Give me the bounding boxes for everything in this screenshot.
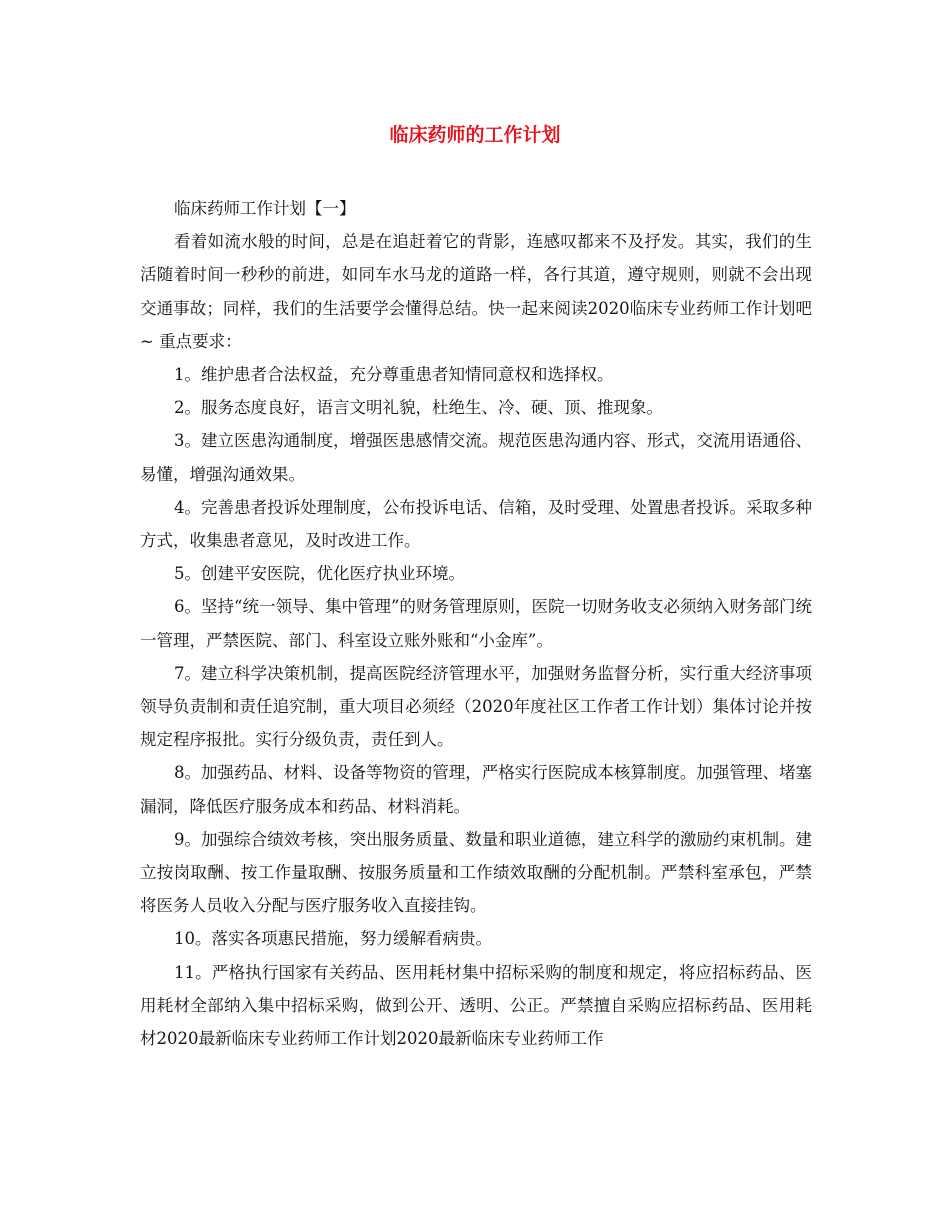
list-item-4: 4。完善患者投诉处理制度，公布投诉电话、信箱，及时受理、处置患者投诉。采取多种方式，收集患者意见，及时改进工作。 [140, 497, 812, 551]
list-item-8: 8。加强药品、材料、设备等物资的管理，严格实行医院成本核算制度。加强管理、堵塞漏洞，降低医疗服务成本和药品、材料消耗。 [140, 763, 812, 816]
document-title: 临床药师的工作计划 [389, 124, 561, 146]
list-item-7: 7。建立科学决策机制，提高医院经济管理水平，加强财务监督分析，实行重大经济事项领导负责制和责任追究制，重大项目必须经（2020年度社区工作者工作计划）集体讨论并按规定程序报批。实行分级负责，责任到人。 [140, 663, 812, 750]
list-item-6: 6。坚持“统一领导、集中管理”的财务管理原则，医院一切财务收支必须纳入财务部门统一管理，严禁医院、部门、科室设立账外账和“小金库”。 [140, 597, 812, 650]
list-item-2: 2。服务态度良好，语言文明礼貌，杜绝生、冷、硬、顶、推现象。 [174, 398, 663, 418]
list-item-3: 3。建立医患沟通制度，增强医患感情交流。规范医患沟通内容、形式，交流用语通俗、易懂，增强沟通效果。 [140, 431, 812, 484]
list-item-11: 11。严格执行国家有关药品、医用耗材集中招标采购的制度和规定，将应招标药品、医用耗材全部纳入集中招标采购，做到公开、透明、公正。严禁擅自采购应招标药品、医用耗材2020最新临床专业药师工作计划2020最新临床专业药师工作 [140, 962, 812, 1049]
list-item-1: 1。维护患者合法权益，充分尊重患者知情同意权和选择权。 [174, 365, 614, 385]
list-item-9: 9。加强综合绩效考核，突出服务质量、数量和职业道德，建立科学的激励约束机制。建立按岗取酬、按工作量取酬、按服务质量和工作绩效取酬的分配机制。严禁科室承包，严禁将医务人员收入分配与医疗服务收入直接挂钩。 [140, 829, 812, 916]
intro-paragraph: 看着如流水般的时间，总是在追赶着它的背影，连感叹都来不及抒发。其实，我们的生活随着时间一秒秒的前进，如同车水马龙的道路一样，各行其道，遵守规则，则就不会出现交通事故；同样，我们的生活要学会懂得总结。快一起来阅读2020临床专业药师工作计划吧~ 重点要求： [140, 232, 812, 351]
list-item-5: 5。创建平安医院，优化医疗执业环境。 [174, 564, 465, 584]
list-item-10: 10。落实各项惠民措施，努力缓解看病贵。 [174, 929, 492, 949]
document-body [140, 192, 812, 1055]
section-heading: 临床药师工作计划【一】 [174, 199, 356, 218]
